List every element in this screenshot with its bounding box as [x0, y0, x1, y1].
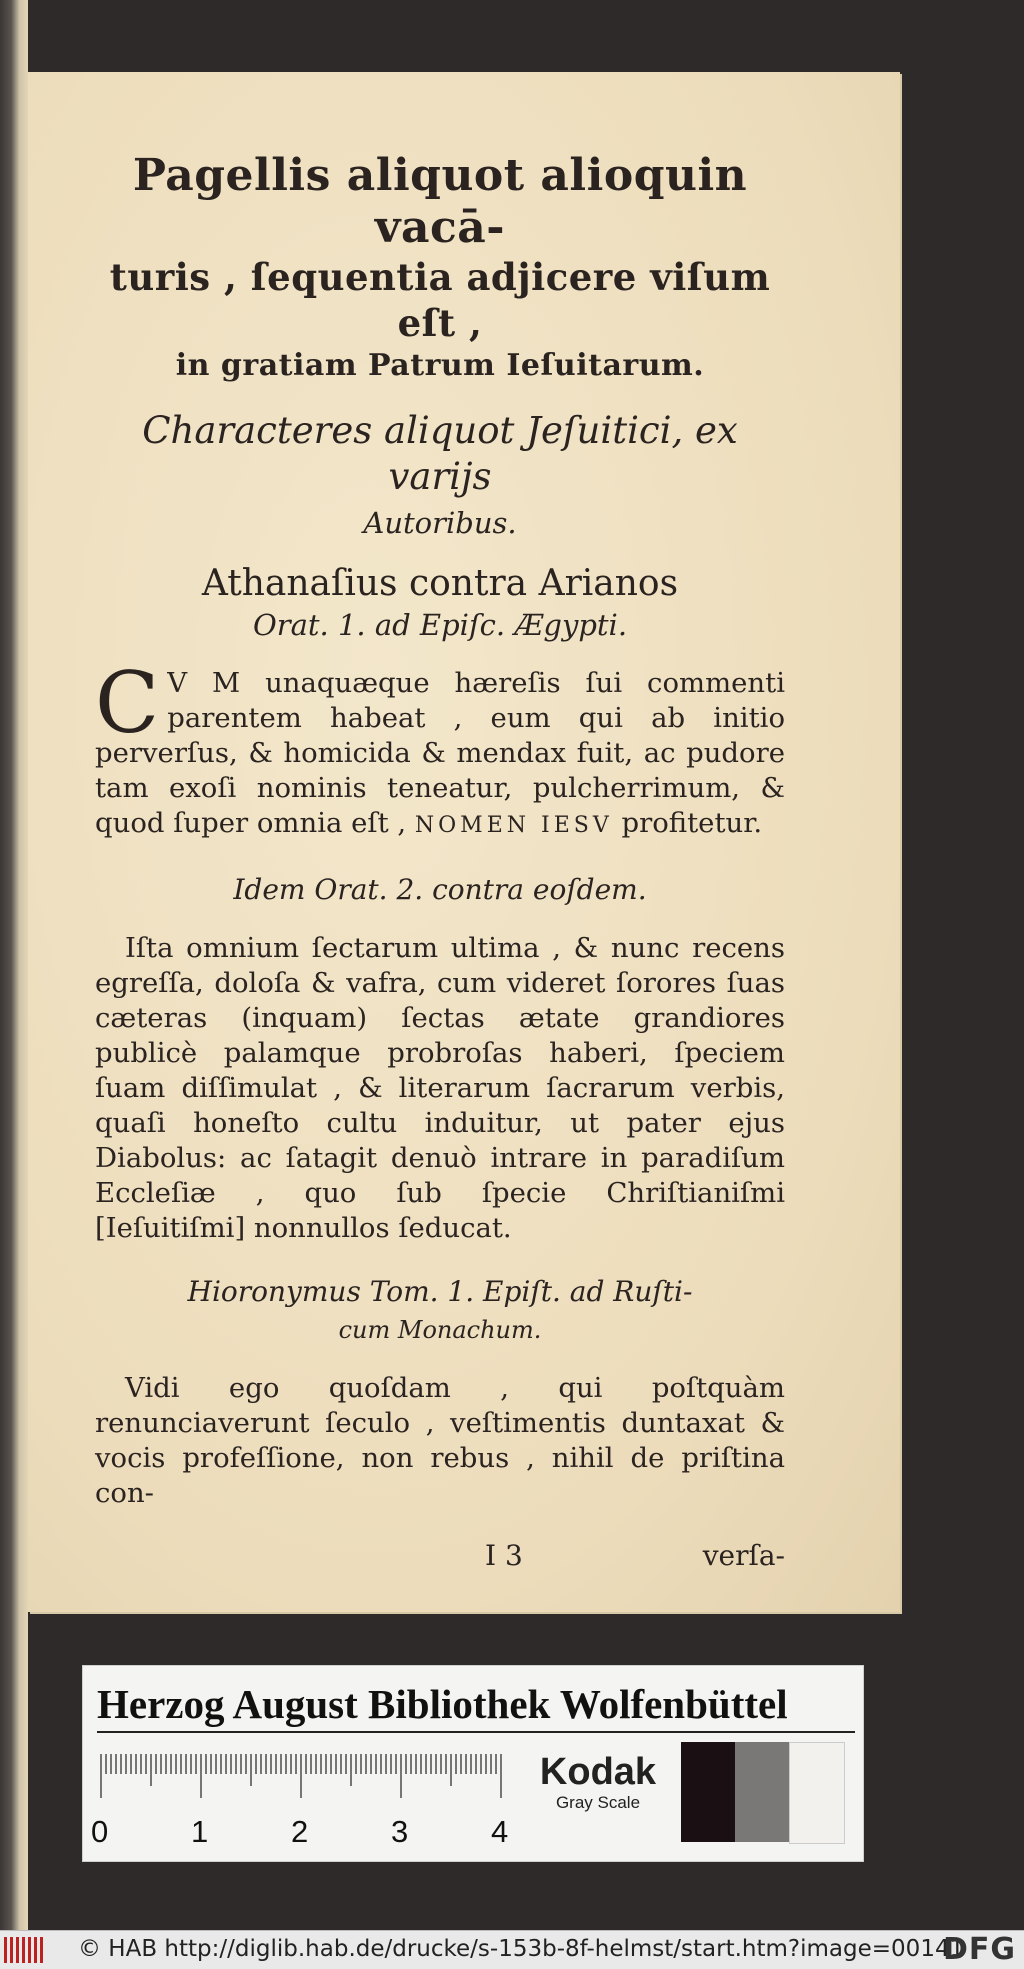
section-heading-hieronymus [95, 1273, 785, 1349]
section-heading-idem: Idem Orat. 2. contra eoſdem. [233, 872, 647, 906]
status-bar [0, 1930, 1024, 1969]
subtitle-line-2: Autoribus. [363, 506, 517, 540]
scale-number: 3 [391, 1814, 409, 1849]
paragraph-1 [95, 654, 785, 843]
scale-number: 1 [191, 1814, 209, 1849]
scale-numbers [91, 1814, 511, 1854]
gray-swatch [735, 1742, 789, 1842]
scale-number: 2 [291, 1814, 309, 1849]
paragraph-3: Vidi ego quoſdam , qui poſtquàm renunciaverunt ſeculo , veſtimentis duntaxat & vocis profeſſione, non rebus , nihil de priſtina con- [95, 1372, 785, 1509]
library-name: Herzog August Bibliothek Wolfenbüttel [97, 1681, 788, 1727]
gray-swatch [681, 1742, 735, 1842]
subtitle [95, 408, 785, 546]
gray-swatch [789, 1742, 845, 1844]
color-chart-card [82, 1665, 864, 1862]
card-divider [97, 1731, 855, 1733]
paragraph-1-text: V M unaquæque hæreſis ſui commenti parentem habeat , eum qui ab initio perverſus, & homicida & mendax fuit, ac pudore tam exoſi nominis teneatur, pulcherrimum, & quod ſuper omnia eſt , [95, 667, 785, 839]
scale-number: 4 [491, 1814, 509, 1849]
book-spine-edge [0, 0, 28, 1930]
catchword: verſa- [702, 1538, 785, 1572]
heading-1: Athanaſius contra Arianos [201, 563, 679, 604]
scale-ruler [99, 1754, 509, 1798]
page-text [95, 150, 785, 1573]
page-title [95, 150, 785, 386]
page-footer [95, 1539, 785, 1573]
scale-number: 0 [91, 1814, 109, 1849]
gray-scale-label: Gray Scale [555, 1793, 641, 1812]
title-line-3: in gratiam Patrum Ieſuitarum. [175, 348, 705, 383]
paragraph-2: Iſta omnium ſectarum ultima , & nunc recens egreſſa, doloſa & vafra, cum videret ſorores ſuas cæteras (inquam) ſectas ætate grandiores publicè palamque probroſas haberi, ſpeciem ſuam diſſimulat , & literarum ſacrarum verbis, quaſi honeſto cultu induitur, ut pater ejus Diabolus: ac ſatagit denuò intrare in paradiſum Eccleſiæ , quo ſub ſpecie Chriſtianiſmi [Ieſuitiſmi] nonnullos ſeducat. [95, 931, 785, 1244]
credit-link[interactable]: © HAB http://diglib.hab.de/drucke/s-153b-8f-helmst/start.htm?image=00141 [78, 1936, 965, 1962]
section-heading-athanasius [95, 562, 785, 644]
subtitle-line-1: Characteres aliquot Jeſuitici, ex varijs [142, 409, 738, 498]
dfg-logo: DFG [942, 1932, 1016, 1967]
kodak-brand: Kodak [539, 1751, 657, 1793]
heading-3-sub: cum Monachum. [338, 1316, 542, 1344]
barcode-logo-icon [4, 1937, 46, 1963]
paragraph-1-end: profitetur. [621, 807, 763, 839]
kodak-label [533, 1751, 663, 1813]
title-line-1: Pagellis aliquot alioquin vacā- [132, 150, 748, 253]
heading-3: Hioronymus Tom. 1. Epiſt. ad Ruſti- [187, 1275, 693, 1308]
signature-mark: I 3 [485, 1538, 523, 1572]
drop-cap: C [95, 654, 160, 752]
paragraph-1-name: NOMEN IESV [414, 813, 613, 838]
title-line-2: turis , ſequentia adjicere viſum eſt , [109, 255, 771, 345]
heading-1-sub: Orat. 1. ad Epiſc. Ægypti. [252, 608, 628, 642]
